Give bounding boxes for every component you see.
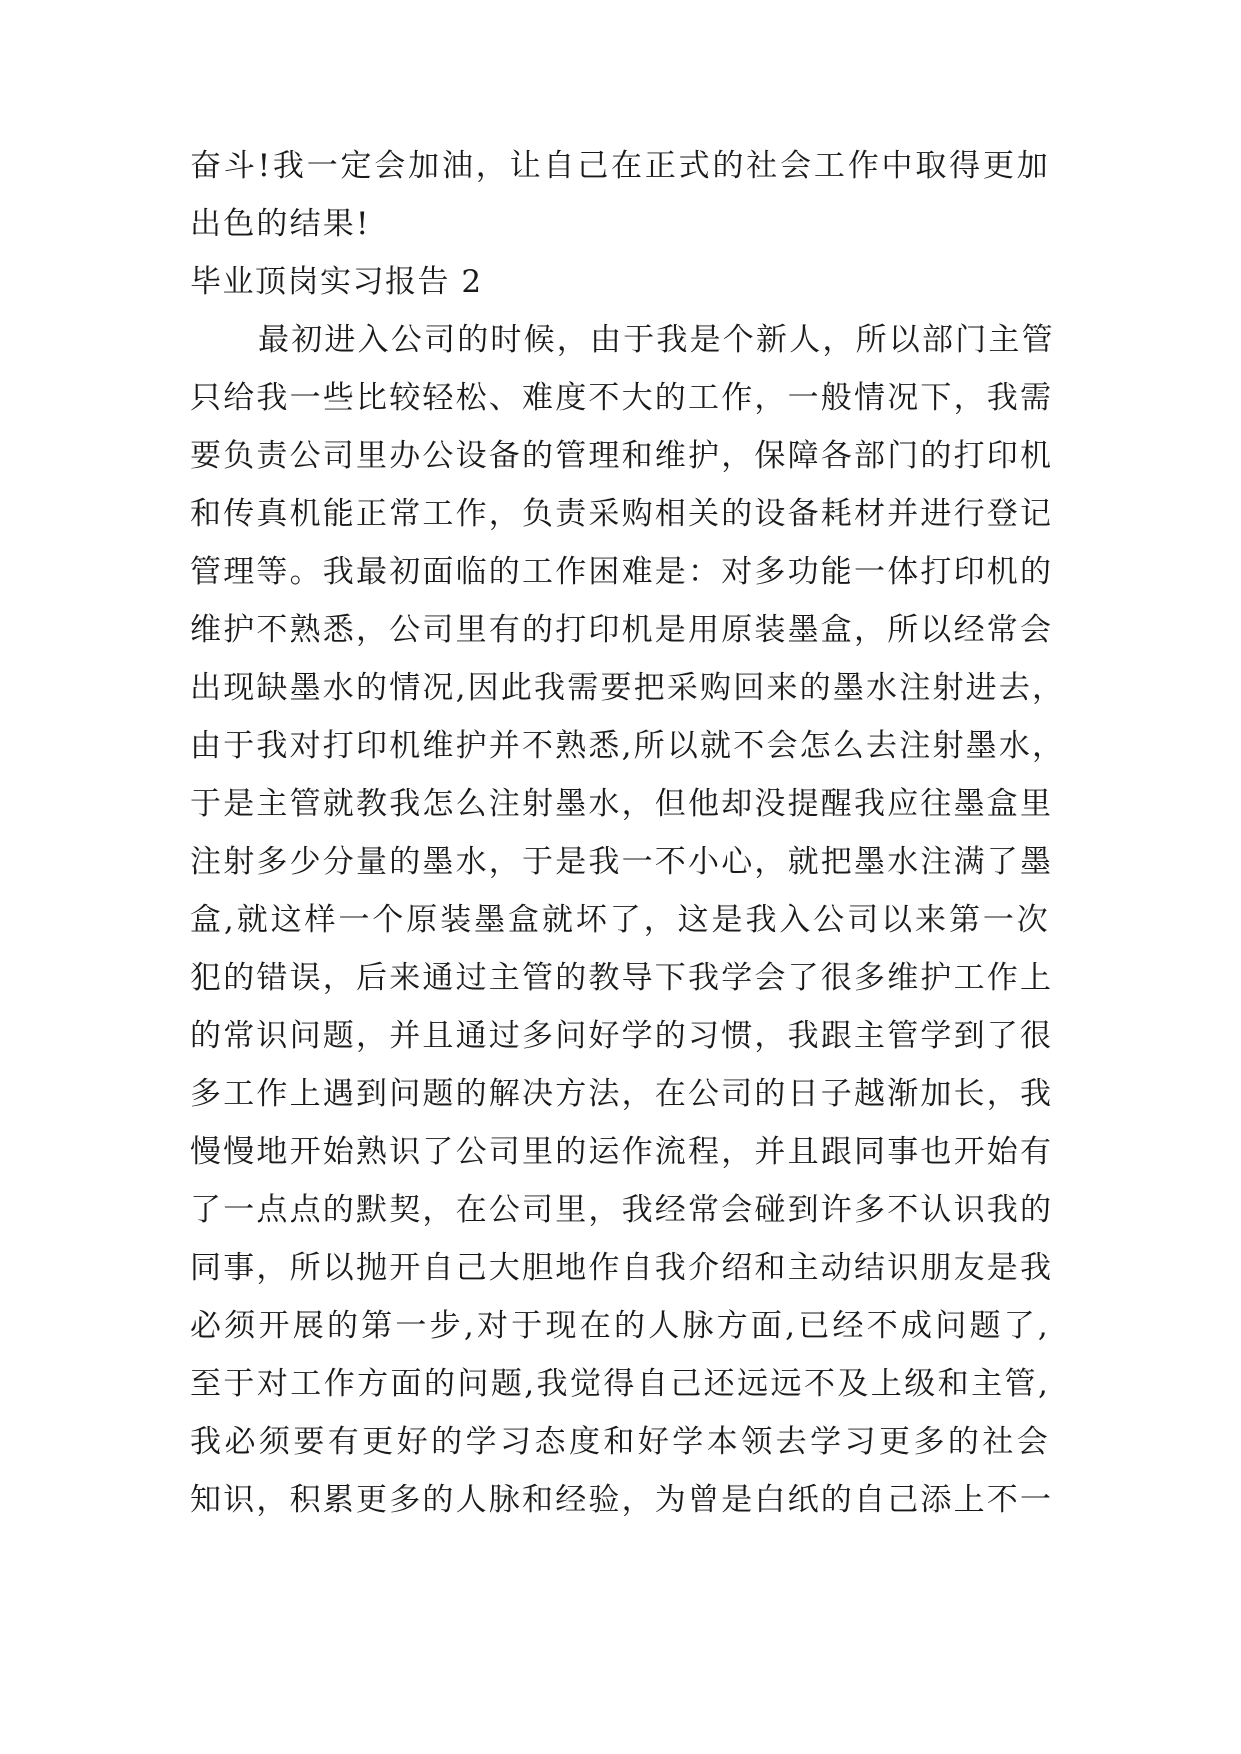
paragraph-line-18: 必须开展的第一步,对于现在的人脉方面,已经不成问题了, <box>190 1308 1050 1344</box>
section-heading: 毕业顶岗实习报告 2 <box>190 264 483 300</box>
paragraph-line-13: 的常识问题，并且通过多问好学的习惯，我跟主管学到了很 <box>190 1018 1054 1054</box>
continuation-line-1: 奋斗!我一定会加油，让自己在正式的社会工作中取得更加 <box>190 148 1050 184</box>
paragraph-line-14: 多工作上遇到问题的解决方法，在公司的日子越渐加长，我 <box>190 1076 1054 1112</box>
paragraph-line-1: 最初进入公司的时候，由于我是个新人，所以部门主管 <box>258 322 1055 358</box>
paragraph-line-8: 由于我对打印机维护并不熟悉,所以就不会怎么去注射墨水， <box>190 728 1066 764</box>
paragraph-line-9: 于是主管就教我怎么注射墨水，但他却没提醒我应往墨盒里 <box>190 786 1054 822</box>
paragraph-line-7: 出现缺墨水的情况,因此我需要把采购回来的墨水注射进去， <box>190 670 1066 706</box>
paragraph-line-19: 至于对工作方面的问题,我觉得自己还远远不及上级和主管, <box>190 1366 1050 1402</box>
paragraph-line-17: 同事，所以抛开自己大胆地作自我介绍和主动结识朋友是我 <box>190 1250 1054 1286</box>
paragraph-line-4: 和传真机能正常工作，负责采购相关的设备耗材并进行登记 <box>190 496 1054 532</box>
paragraph-line-12: 犯的错误，后来通过主管的教导下我学会了很多维护工作上 <box>190 960 1054 996</box>
paragraph-line-11: 盒,就这样一个原装墨盒就坏了，这是我入公司以来第一次 <box>190 902 1050 938</box>
paragraph-line-6: 维护不熟悉，公司里有的打印机是用原装墨盒，所以经常会 <box>190 612 1054 648</box>
paragraph-line-16: 了一点点的默契，在公司里，我经常会碰到许多不认识我的 <box>190 1192 1054 1228</box>
paragraph-line-21: 知识，积累更多的人脉和经验，为曾是白纸的自己添上不一 <box>190 1482 1054 1518</box>
continuation-line-2: 出色的结果! <box>190 206 371 242</box>
paragraph-line-3: 要负责公司里办公设备的管理和维护，保障各部门的打印机 <box>190 438 1054 474</box>
paragraph-line-2: 只给我一些比较轻松、难度不大的工作，一般情况下，我需 <box>190 380 1054 416</box>
paragraph-line-20: 我必须要有更好的学习态度和好学本领去学习更多的社会 <box>190 1424 1050 1460</box>
paragraph-line-15: 慢慢地开始熟识了公司里的运作流程，并且跟同事也开始有 <box>190 1134 1054 1170</box>
paragraph-line-5: 管理等。我最初面临的工作困难是：对多功能一体打印机的 <box>190 554 1054 590</box>
paragraph-line-10: 注射多少分量的墨水，于是我一不小心，就把墨水注满了墨 <box>190 844 1054 880</box>
